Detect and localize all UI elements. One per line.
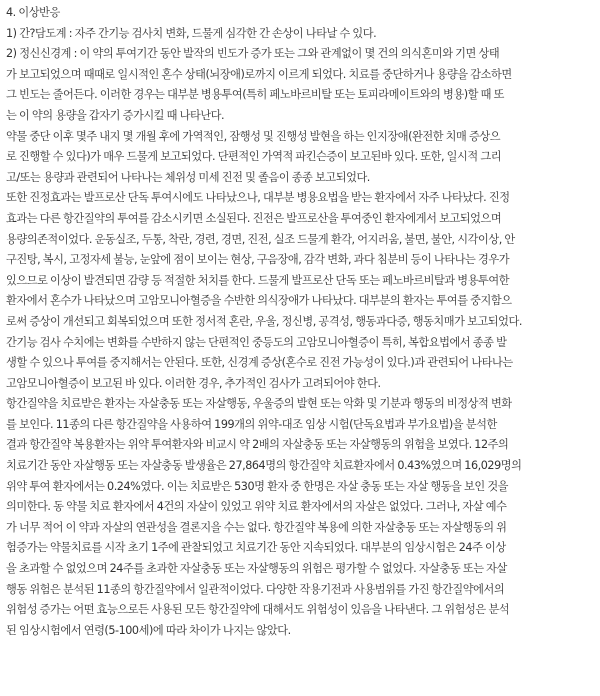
text-line: 1) 간?담도계 : 자주 간기능 검사치 변화, 드물게 심각한 간 손상이 나타날 수 있다. [6,26,377,40]
paragraph-hepatobiliary [6,24,594,45]
paragraph-neuropsychiatric [6,44,594,126]
text-line: 가 너무 적어 이 약과 자살의 연관성을 결론지을 수는 없다. 항간질약 복용에 의한 자살충동 또는 자살행동의 위 [6,520,507,534]
text-line: 된 임상시험에서 연령(5-100세)에 따라 차이가 나지는 않았다. [6,623,291,637]
text-line: 의미한다. 동 약물 치료 환자에서 4건의 자살이 있었고 위약 치료 환자에서의 자살은 없었다. 그러나, 자살 예수 [6,500,507,514]
text-line: 행동 위험은 분석된 11종의 항간질약에서 일관적이었다. 다양한 작용기전과 사용범위를 가진 항간질약에서의 [6,582,505,596]
text-line: 생할 수 있으나 투여를 중지해서는 안된다. 또한, 신경계 증상(혼수로 진전 가능성이 있다.)과 관련되어 나타나는 [6,356,513,370]
text-line: 고암모니아혈증이 보고된 바 있다. 이러한 경우, 추가적인 검사가 고려되어야 한다. [6,376,381,390]
paragraph-hyperammonemia [6,333,594,395]
text-line: 용량의존적이었다. 운동실조, 두통, 착란, 경련, 경면, 진전, 실조 드물게 환각, 어지러움, 불면, 불안, 시각이상, 안 [6,232,515,246]
text-line: 2) 정신신경계 : 이 약의 투여기간 동안 발작의 빈도가 증가 또는 그와 관계없이 몇 건의 의식혼미와 기면 상태 [6,47,500,61]
text-line: 고/또는 용량과 관련되어 나타나는 체위성 미세 진전 및 졸음이 종종 보고되었다. [6,170,370,184]
text-line: 구진탕, 복시, 고정자세 불능, 눈앞에 점이 보이는 현상, 구음장애, 감각 변화, 과다 침분비 등이 나타나는 경우가 [6,253,510,267]
text-line: 치료기간 동안 자살행동 또는 자살충동 발생율은 27,864명의 항간질약 치료환자에서 0.43%였으며 16,029명의 [6,459,522,473]
text-line: 또한 진정효과는 발프로산 단독 투여시에도 나타났으나, 대부분 병용요법을 받는 환자에서 자주 나타났다. 진정 [6,191,510,205]
text-line: 로써 증상이 개선되고 회복되었으며 또한 정서적 혼란, 우울, 정신병, 공격성, 행동과다증, 행동치매가 보고되었다. [6,314,522,328]
text-line: 위험성 증가는 어떤 효능으로든 사용된 모든 항간질약에 대해서도 위험성이 있음을 나타낸다. 그 위험성은 분석 [6,603,510,617]
text-line: 가 보고되었으며 때때로 일시적인 혼수 상태(뇌장애)로까지 이르게 되었다. 치료를 중단하거나 용량을 감소하면 [6,67,512,81]
text-line: 간기능 검사 수치에는 변화를 수반하지 않는 단편적인 중등도의 고암모니아혈증이 특히, 복합요법에서 종종 발 [6,335,507,349]
paragraph-sedation [6,188,594,332]
text-line: 는 이 약의 용량을 갑자기 증가시킬 때 나타난다. [6,108,225,122]
text-line: 효과는 다른 항간질약의 투여를 감소시키면 소실된다. 진전은 발프로산을 투여중인 환자에게서 보고되었으며 [6,211,502,225]
paragraph-cognitive [6,127,594,189]
text-line: 를 보인다. 11종의 다른 항간질약을 사용하여 199개의 위약-대조 임상 시험(단독요법과 부가요법)을 분석한 [6,417,497,431]
text-line: 그 빈도는 줄어든다. 이러한 경우는 대부분 병용투여(특히 페노바르비탈 또는 토피라메이트와의 병용)할 때 또 [6,88,504,102]
paragraph-suicidality [6,394,594,641]
text-line: 약물 중단 이후 몇주 내지 몇 개월 후에 가역적인, 잠행성 및 진행성 발현을 하는 인지장애(완전한 치매 증상으 [6,129,501,143]
text-line: 험증가는 약물치료를 시작 초기 1주에 관찰되었고 치료기간 동안 지속되었다. 대부분의 임상시험은 24주 이상 [6,541,506,555]
text-line: 을 초과할 수 없었으며 24주를 초과한 자살충동 또는 자살행동의 위험은 평가할 수 없었다. 자살충동 또는 자살 [6,562,507,576]
text-line: 항간질약을 치료받은 환자는 자살충동 또는 자살행동, 우울증의 발현 또는 악화 및 기분과 행동의 비정상적 변화 [6,397,512,411]
text-line: 로 진행할 수 있다)가 매우 드물게 보고되었다. 단편적인 가역적 파킨슨증이 보고된바 있다. 또한, 일시적 그리 [6,150,502,164]
text-line: 환자에서 혼수가 나타났으며 고암모니아혈증을 수반한 의식장애가 나타났다. 대부분의 환자는 투여를 중지함으 [6,294,512,308]
text-line: 위약 투여 환자에서는 0.24%였다. 이는 치료받은 530명 환자 중 한명은 자살 충동 또는 자살 행동을 보인 것을 [6,479,509,493]
section-title: 4. 이상반응 [6,6,60,19]
text-line: 결과 항간질약 복용환자는 위약 투여환자와 비교시 약 2배의 자살충동 또는 자살행동의 위험을 보였다. 12주의 [6,438,509,452]
text-line: 있으므로 이상이 발견되면 감량 등 적절한 처치를 한다. 드물게 발프로산 단독 또는 페노바르비탈과 병용투여한 [6,273,510,287]
